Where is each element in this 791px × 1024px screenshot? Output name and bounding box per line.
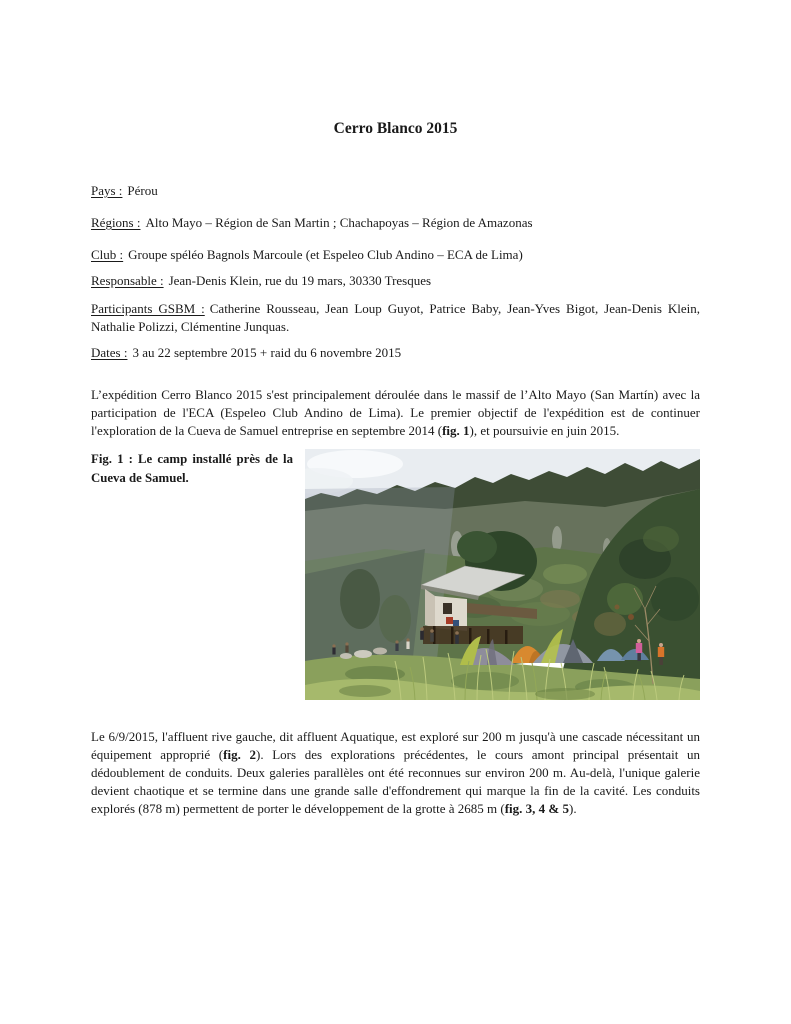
field-responsable-label: Responsable :: [91, 273, 164, 288]
field-pays: [91, 182, 700, 200]
paragraph-exploration-text-2: ). Lors des explorations précédentes, le cours amont principal présentait un dédoublement de conduits. Deux galeries parallèles ont été reconnues sur environ 200 m. Au-delà, l'unique galerie devient chaotique et se termine dans une grande salle d'effondrement qui marque la fin de la cavité. Les conduits explorés (878 m) permettent de porter le développement de la grotte à 2685 m (: [91, 747, 700, 816]
field-club-label: Club :: [91, 247, 124, 262]
field-participants-value: Catherine Rousseau, Jean Loup Guyot, Patrice Baby, Jean-Yves Bigot, Jean-Denis Klein, Nathalie Polizzi, Clémentine Junquas.: [91, 301, 700, 334]
field-responsable: [91, 272, 700, 290]
paragraph-exploration: [91, 728, 700, 818]
paragraph-intro-text-2: ), et poursuivie en juin 2015.: [469, 423, 620, 438]
field-responsable-value: Jean-Denis Klein, rue du 19 mars, 30330 Tresques: [168, 273, 432, 288]
figure1-caption-text: Fig. 1 : Le camp installé près de la Cueva de Samuel.: [91, 452, 293, 485]
fig345-reference: fig. 3, 4 & 5: [504, 801, 569, 816]
field-participants: [91, 300, 700, 336]
field-club: [91, 246, 700, 264]
photo-hut-window: [443, 603, 452, 614]
field-club-value: Groupe spéléo Bagnols Marcoule (et Espeleo Club Andino – ECA de Lima): [128, 247, 523, 262]
field-pays-label: Pays :: [91, 183, 123, 198]
paragraph-exploration-text-1: Le 6/9/2015, l'affluent rive gauche, dit affluent Aquatique, est exploré sur 200 m jusqu'à une cascade nécessitant un équipement approprié (: [91, 729, 700, 762]
paragraph-intro: [91, 386, 700, 440]
figure1-caption: [91, 450, 293, 488]
camp-photo: [305, 449, 700, 700]
paragraph-intro-text-1: L’expédition Cerro Blanco 2015 s'est principalement déroulée dans le massif de l’Alto Mayo (San Martín) avec la participation de l'ECA (Espeleo Club Andino de Lima). Le premier objectif de l'expédition est de continuer l'exploration de la Cueva de Samuel entreprise en septembre 2014 (: [91, 387, 700, 438]
document-title: Cerro Blanco 2015: [333, 120, 458, 137]
field-participants-label: Participants GSBM :: [91, 301, 205, 316]
field-dates: [91, 344, 700, 362]
photo-person-pink: [636, 643, 642, 653]
fig1-reference: fig. 1: [442, 423, 470, 438]
field-regions: [91, 214, 700, 232]
field-dates-label: Dates :: [91, 345, 128, 360]
field-regions-label: Régions :: [91, 215, 141, 230]
paragraph-exploration-text-3: ).: [568, 801, 577, 816]
field-dates-value: 3 au 22 septembre 2015 + raid du 6 novembre 2015: [132, 345, 402, 360]
field-pays-value: Pérou: [127, 183, 158, 198]
fig2-reference: fig. 2: [223, 747, 256, 762]
photo-rock: [354, 650, 372, 658]
field-regions-value: Alto Mayo – Région de San Martin ; Chachapoyas – Région de Amazonas: [145, 215, 533, 230]
photo-person-orange: [658, 647, 664, 657]
